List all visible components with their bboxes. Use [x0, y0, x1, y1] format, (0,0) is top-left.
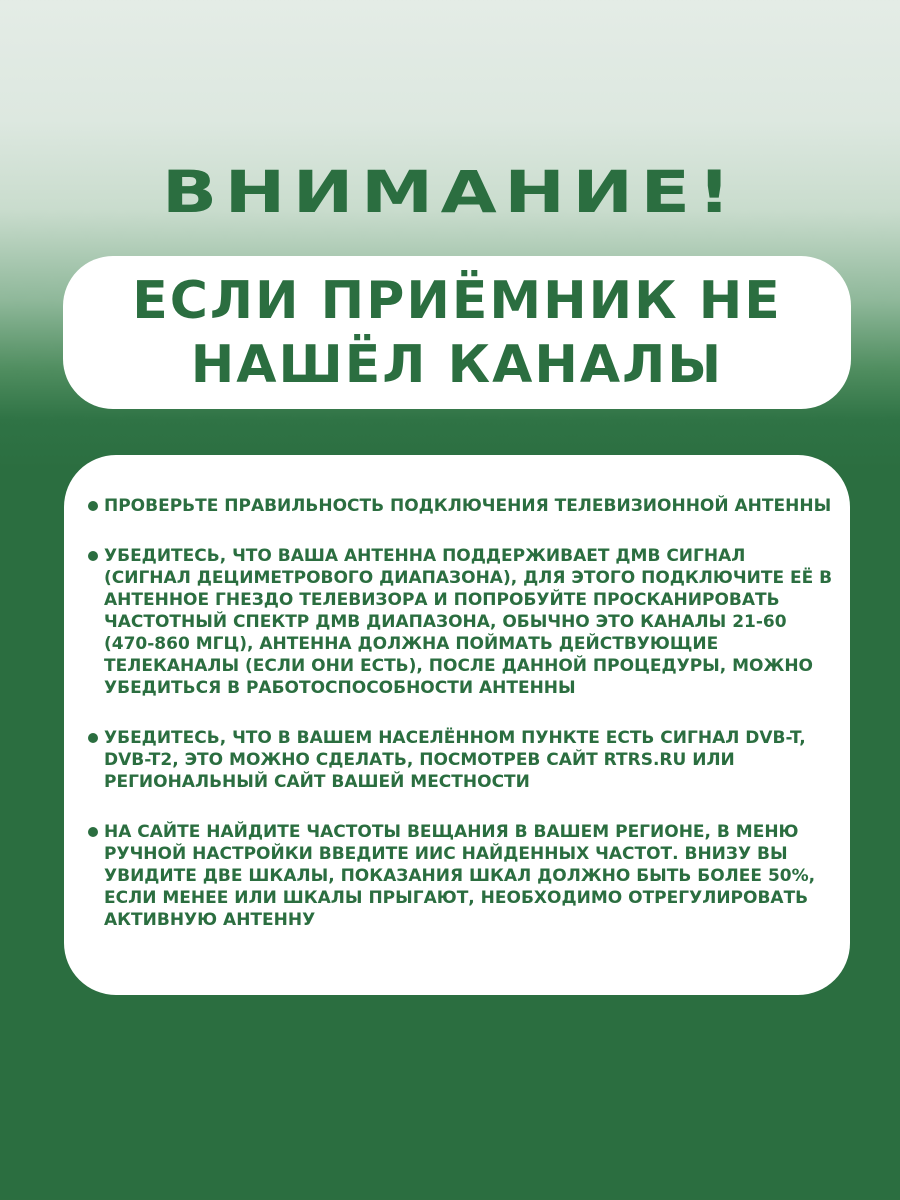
attention-title: ВНИМАНИЕ!	[161, 158, 739, 226]
instruction-item	[88, 821, 838, 931]
bullet-icon	[88, 827, 98, 837]
bullet-icon	[88, 501, 98, 511]
instruction-item	[88, 545, 838, 699]
headline-title	[132, 269, 782, 397]
instruction-text: ПРОВЕРЬТЕ ПРАВИЛЬНОСТЬ ПОДКЛЮЧЕНИЯ ТЕЛЕВИЗИОННОЙ АНТЕННЫ	[104, 496, 832, 516]
headline-banner	[63, 256, 851, 409]
instruction-item	[88, 495, 838, 517]
headline-line-2: НАШЁЛ КАНАЛЫ	[190, 334, 724, 395]
instruction-item	[88, 727, 838, 793]
instructions-list	[88, 495, 838, 959]
instructions-card	[64, 455, 850, 995]
instruction-text: УБЕДИТЕСЬ, ЧТО В ВАШЕМ НАСЕЛЁННОМ ПУНКТЕ ЕСТЬ СИГНАЛ DVB-T, DVB-T2, ЭТО МОЖНО СДЕЛАТЬ, ПОСМОТРЕВ САЙТ RTRS.RU ИЛИ РЕГИОНАЛЬНЫЙ САЙТ ВАШЕЙ МЕСТНОСТИ	[104, 728, 806, 792]
instruction-text: НА САЙТЕ НАЙДИТЕ ЧАСТОТЫ ВЕЩАНИЯ В ВАШЕМ РЕГИОНЕ, В МЕНЮ РУЧНОЙ НАСТРОЙКИ ВВЕДИТЕ ИИС НАЙДЕННЫХ ЧАСТОТ. ВНИЗУ ВЫ УВИДИТЕ ДВЕ ШКАЛЫ, ПОКАЗАНИЯ ШКАЛ ДОЛЖНО БЫТЬ БОЛЕЕ 50%, ЕСЛИ МЕНЕЕ ИЛИ ШКАЛЫ ПРЫГАЮТ, НЕОБХОДИМО ОТРЕГУЛИРОВАТЬ АКТИВНУЮ АНТЕННУ	[104, 822, 816, 930]
headline-line-1: ЕСЛИ ПРИЁМНИК НЕ	[132, 270, 782, 331]
bullet-icon	[88, 733, 98, 743]
bullet-icon	[88, 551, 98, 561]
instruction-text: УБЕДИТЕСЬ, ЧТО ВАША АНТЕННА ПОДДЕРЖИВАЕТ ДМВ СИГНАЛ (СИГНАЛ ДЕЦИМЕТРОВОГО ДИАПАЗОНА), ДЛЯ ЭТОГО ПОДКЛЮЧИТЕ ЕЁ В АНТЕННОЕ ГНЕЗДО ТЕЛЕВИЗОРА И ПОПРОБУЙТЕ ПРОСКАНИРОВАТЬ ЧАСТОТНЫЙ СПЕКТР ДМВ ДИАПАЗОНА, ОБЫЧНО ЭТО КАНАЛЫ 21-60 (470-860 МГЦ), АНТЕННА ДОЛЖНА ПОЙМАТЬ ДЕЙСТВУЮЩИЕ ТЕЛЕКАНАЛЫ (ЕСЛИ ОНИ ЕСТЬ), ПОСЛЕ ДАННОЙ ПРОЦЕДУРЫ, МОЖНО УБЕДИТЬСЯ В РАБОТОСПОСОБНОСТИ АНТЕННЫ	[104, 546, 833, 698]
